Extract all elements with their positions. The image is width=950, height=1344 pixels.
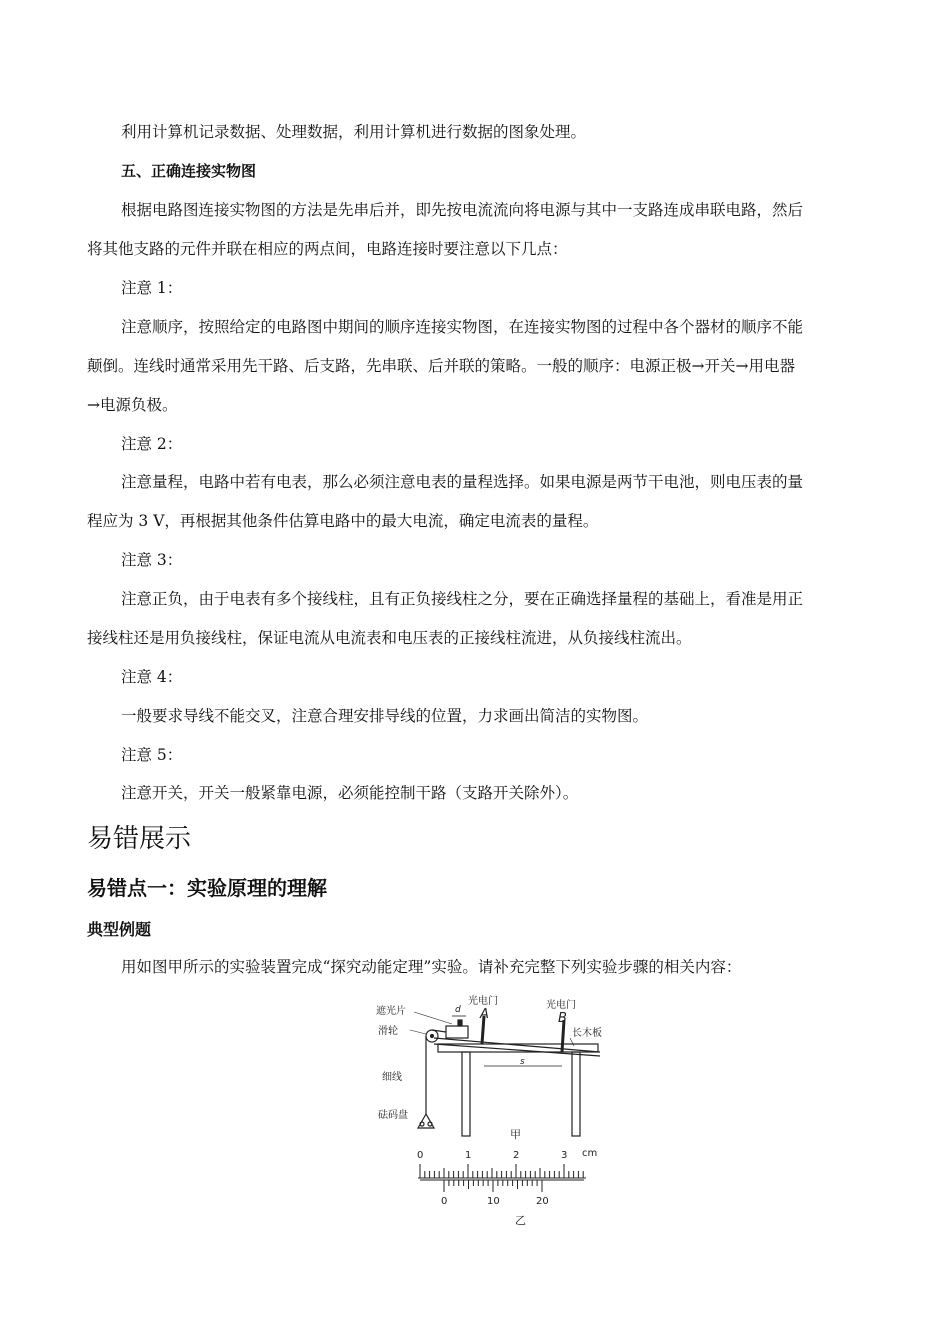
label-pulley: 滑轮 — [378, 1026, 398, 1037]
vernier-caliper — [418, 1164, 586, 1192]
main-scale-label: 1 — [465, 1150, 472, 1161]
example-text: 用如图甲所示的实验装置完成“探究动能定理”实验。请补充完整下列实验步骤的相关内容： — [121, 958, 742, 976]
main-scale-ticks — [420, 1164, 583, 1178]
main-scale-label: 0 — [417, 1150, 424, 1161]
note-label: 注意 2： — [121, 435, 183, 453]
main-scale-labels — [417, 1150, 567, 1161]
label-b: B — [558, 1011, 567, 1026]
paragraph: 将其他支路的元件并联在相应的两点间，电路连接时要注意以下几点： — [87, 240, 568, 258]
paragraph: 注意开关，开关一般紧靠电源，必须能控制干路（支路开关除外）。 — [121, 784, 579, 802]
pulley-axle — [431, 1035, 434, 1038]
vernier-scale-label: 0 — [441, 1196, 448, 1207]
paragraph: 一般要求导线不能交叉，注意合理安排导线的位置，力求画出简洁的实物图。 — [121, 707, 649, 725]
paragraph: 注意量程，电路中若有电表，那么必须注意电表的量程选择。如果电源是两节干电池，则电压表的量 — [121, 473, 804, 491]
label-photogate-a: 光电门 — [468, 996, 498, 1007]
paragraph: 利用计算机记录数据、处理数据，利用计算机进行数据的图象处理。 — [121, 123, 587, 141]
leader-shutter — [414, 1012, 452, 1024]
label-shutter: 遮光片 — [376, 1006, 406, 1017]
table-leg-right — [572, 1052, 580, 1136]
label-s: s — [520, 1057, 525, 1067]
paragraph: 注意正负，由于电表有多个接线柱，且有正负接线柱之分，要在正确选择量程的基础上，看准是用正 — [121, 590, 804, 608]
main-scale-label: 3 — [561, 1150, 568, 1161]
label-string: 细线 — [382, 1072, 402, 1083]
vernier-scale-ticks — [444, 1180, 542, 1192]
label-long-board: 长木板 — [572, 1028, 602, 1039]
label-yi: 乙 — [515, 1214, 526, 1227]
experiment-figure — [360, 992, 610, 1232]
heading-2: 易错点一：实验原理的理解 — [87, 876, 327, 900]
note-label: 注意 3： — [121, 551, 183, 569]
label-d: d — [455, 1005, 461, 1015]
paragraph: 颠倒。连线时通常采用先干路、后支路，先串联、后并联的策略。一般的顺序：电源正极→开关→用电器 — [87, 357, 795, 375]
table-leg-left — [462, 1052, 470, 1136]
paragraph: 程应为 3 V，再根据其他条件估算电路中的最大电流，确定电流表的量程。 — [87, 512, 599, 530]
heading-1: 易错展示 — [87, 824, 192, 854]
vernier-scale-labels — [441, 1196, 549, 1207]
shutter — [458, 1020, 462, 1026]
label-cm: cm — [582, 1148, 598, 1159]
label-jia: 甲 — [510, 1128, 521, 1141]
leader-pulley — [410, 1030, 426, 1034]
heading-3: 典型例题 — [87, 920, 152, 939]
note-label: 注意 5： — [121, 746, 183, 764]
paragraph: 注意顺序，按照给定的电路图中期间的顺序连接实物图，在连接实物图的过程中各个器材的顺序不能 — [121, 318, 804, 336]
note-label: 注意 4： — [121, 668, 183, 686]
vernier-scale-label: 10 — [487, 1196, 500, 1207]
paragraph: →电源负极。 — [87, 396, 178, 414]
section-heading: 五、正确连接实物图 — [121, 162, 257, 180]
note-label: 注意 1： — [121, 279, 183, 297]
paragraph: 根据电路图连接实物图的方法是先串后并，即先按电流流向将电源与其中一支路连成串联电路，然后 — [121, 201, 804, 219]
main-scale-label: 2 — [513, 1150, 520, 1161]
leader-board — [570, 1038, 574, 1046]
cart — [446, 1026, 468, 1038]
label-weight-pan: 砝码盘 — [378, 1110, 408, 1121]
paragraph: 接线柱还是用负接线柱，保证电流从电流表和电压表的正接线柱流进，从负接线柱流出。 — [87, 629, 692, 647]
vernier-scale-label: 20 — [536, 1196, 549, 1207]
label-photogate-b: 光电门 — [546, 1000, 576, 1011]
label-a: A — [480, 1007, 489, 1022]
